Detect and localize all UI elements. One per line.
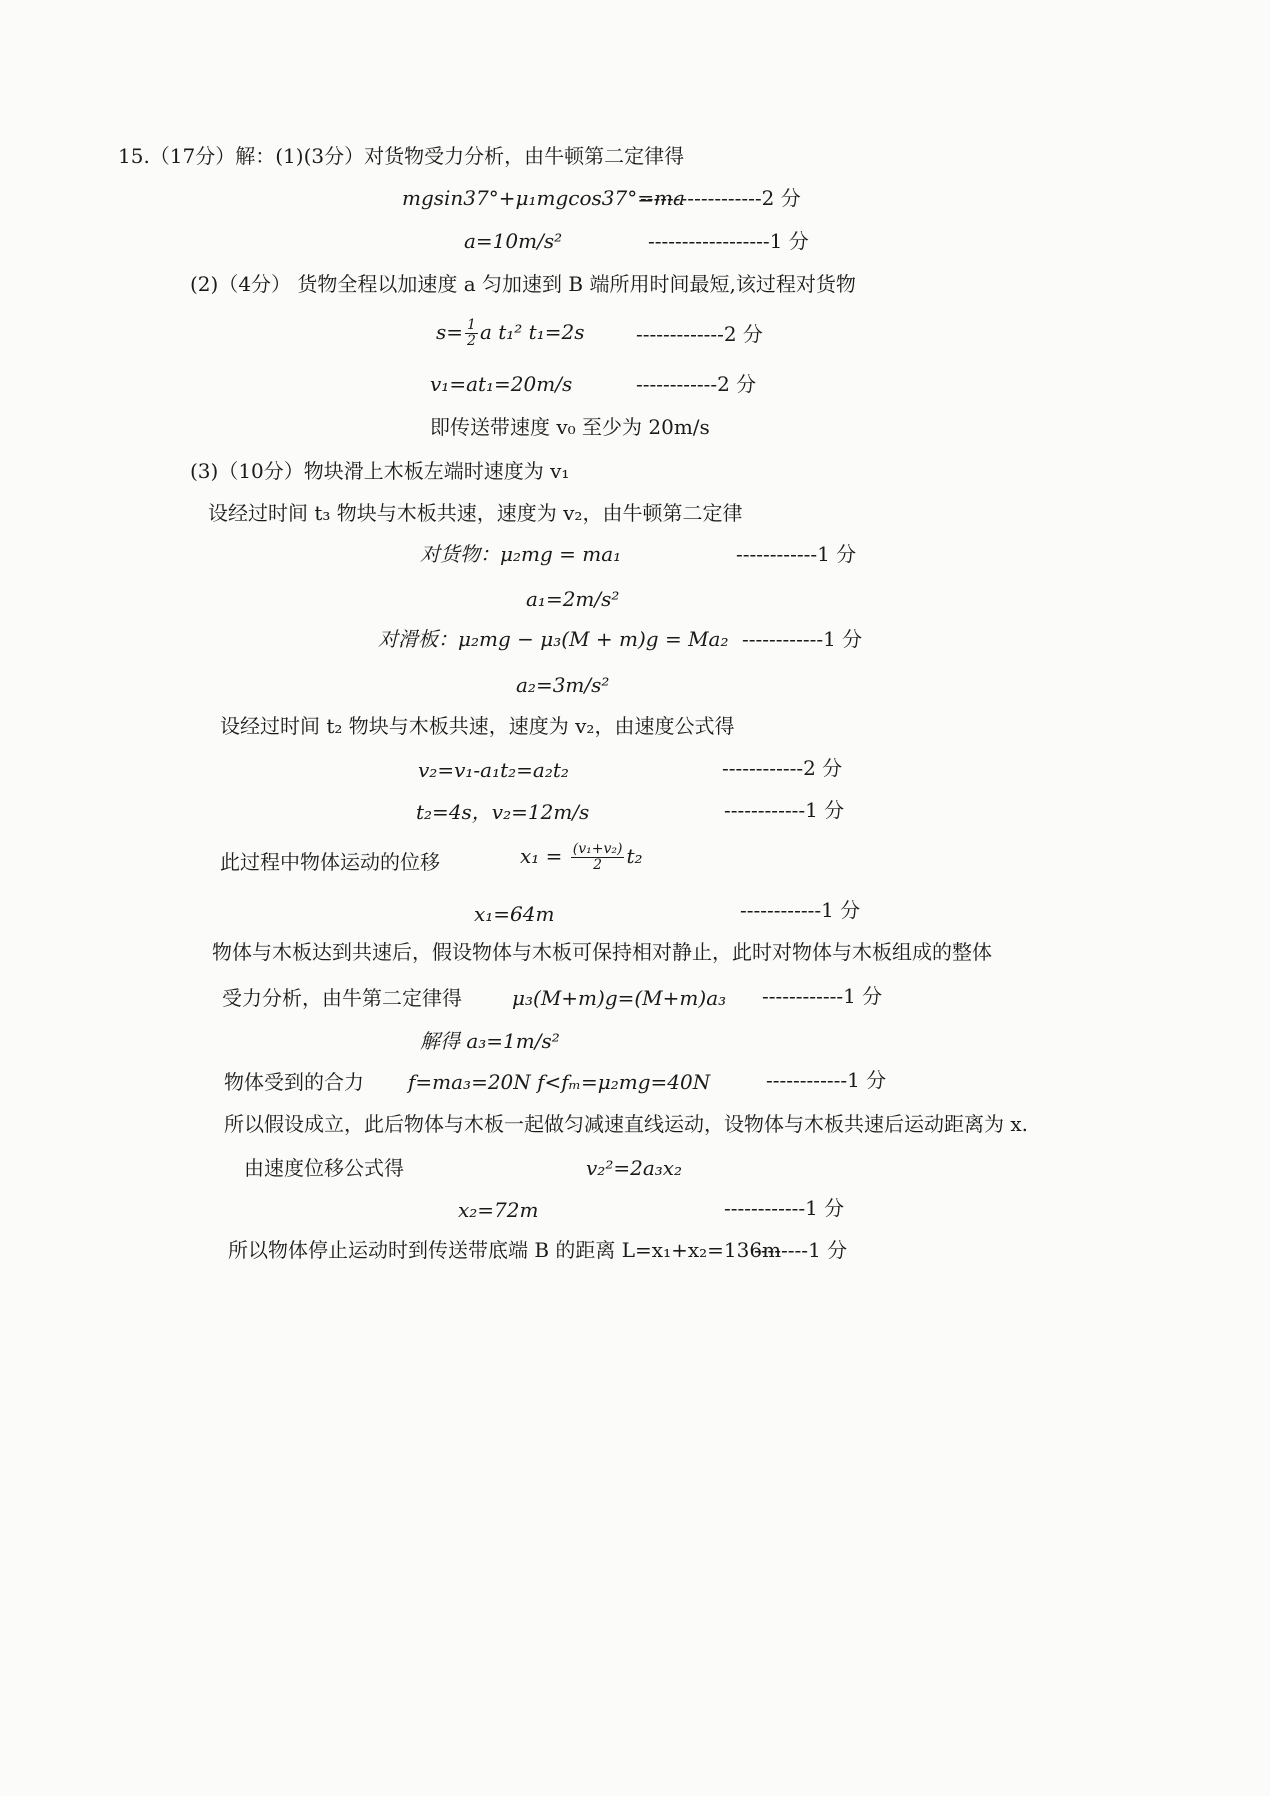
problem-heading: 15.（17分）解：(1)(3分）对货物受力分析，由牛顿第二定律得 xyxy=(118,144,685,168)
score-marker: ------------1 分 xyxy=(742,627,863,651)
equation-a3: 解得 a₃=1m/s² xyxy=(420,1029,560,1053)
equation-x2: x₂=72m xyxy=(458,1198,539,1222)
score-marker: ------------1 分 xyxy=(762,984,883,1008)
score-marker: -------------2 分 xyxy=(636,322,763,346)
part-3-heading: (3)（10分）物块滑上木板左端时速度为 v₁ xyxy=(190,459,570,483)
text-line: 物体受到的合力 xyxy=(224,1070,364,1094)
fraction-denominator: 2 xyxy=(593,857,603,873)
text-line: 受力分析，由牛第二定律得 xyxy=(222,986,462,1010)
score-marker: ------------------2 分 xyxy=(640,186,801,210)
equation-cargo: 对货物：μ₂mg = ma₁ xyxy=(420,542,622,566)
score-marker: --------1 分 xyxy=(754,1238,848,1262)
equation-displacement-time xyxy=(436,318,584,349)
equation-x1-formula xyxy=(520,842,643,873)
eq-text: x₁ = xyxy=(520,844,569,868)
equation-t2-v2: t₂=4s，v₂=12m/s xyxy=(416,800,590,824)
score-marker: ------------1 分 xyxy=(740,898,861,922)
score-marker: ------------1 分 xyxy=(724,798,845,822)
score-marker: ------------1 分 xyxy=(766,1068,887,1092)
eq-text: a t₁² t₁=2s xyxy=(479,320,585,344)
fraction xyxy=(571,842,625,873)
text-line: 所以假设成立，此后物体与木板一起做匀减速直线运动，设物体与木板共速后运动距离为 x. xyxy=(224,1112,1028,1136)
equation-a1: a₁=2m/s² xyxy=(526,587,620,611)
score-marker: ------------2 分 xyxy=(636,372,757,396)
equation-a2: a₂=3m/s² xyxy=(516,673,610,697)
score-marker: ------------2 分 xyxy=(722,756,843,780)
equation-common-velocity: v₂=v₁-a₁t₂=a₂t₂ xyxy=(418,758,569,782)
eq-text: s= xyxy=(436,320,464,344)
equation-whole-system: μ₃(M+m)g=(M+m)a₃ xyxy=(512,986,727,1010)
equation-newton-1: mgsin37°+μ₁mgcos37°=ma xyxy=(402,186,685,210)
text-line: 由速度位移公式得 xyxy=(244,1156,404,1180)
eq-text: t₂ xyxy=(626,844,643,868)
text-line: 物体与木板达到共速后，假设物体与木板可保持相对静止，此时对物体与木板组成的整体 xyxy=(212,940,992,964)
text-line: 设经过时间 t₃ 物块与木板共速，速度为 v₂，由牛顿第二定律 xyxy=(208,501,743,525)
score-marker: ------------------1 分 xyxy=(648,229,809,253)
fraction-numerator: 1 xyxy=(467,317,476,333)
text-line: 设经过时间 t₂ 物块与木板共速，速度为 v₂，由速度公式得 xyxy=(220,714,735,738)
conclusion-line: 即传送带速度 v₀ 至少为 20m/s xyxy=(430,415,710,439)
fraction-denominator: 2 xyxy=(467,333,476,349)
final-answer-line: 所以物体停止运动时到传送带底端 B 的距离 L=x₁+x₂=136m xyxy=(228,1238,782,1262)
equation-velocity-displacement: v₂²=2a₃x₂ xyxy=(586,1156,683,1180)
text-line: 此过程中物体运动的位移 xyxy=(220,850,440,874)
equation-board: 对滑板：μ₂mg − μ₃(M + m)g = Ma₂ xyxy=(378,627,729,651)
fraction xyxy=(465,318,478,349)
equation-force: f=ma₃=20N f<fₘ=μ₂mg=40N xyxy=(408,1070,711,1094)
fraction-numerator: (v₁+v₂) xyxy=(572,841,623,857)
equation-x1: x₁=64m xyxy=(474,902,555,926)
equation-acceleration: a=10m/s² xyxy=(464,229,563,253)
equation-velocity: v₁=at₁=20m/s xyxy=(430,372,573,396)
score-marker: ------------1 分 xyxy=(736,542,857,566)
part-2-heading: (2)（4分） 货物全程以加速度 a 匀加速到 B 端所用时间最短,该过程对货物 xyxy=(190,272,856,296)
score-marker: ------------1 分 xyxy=(724,1196,845,1220)
